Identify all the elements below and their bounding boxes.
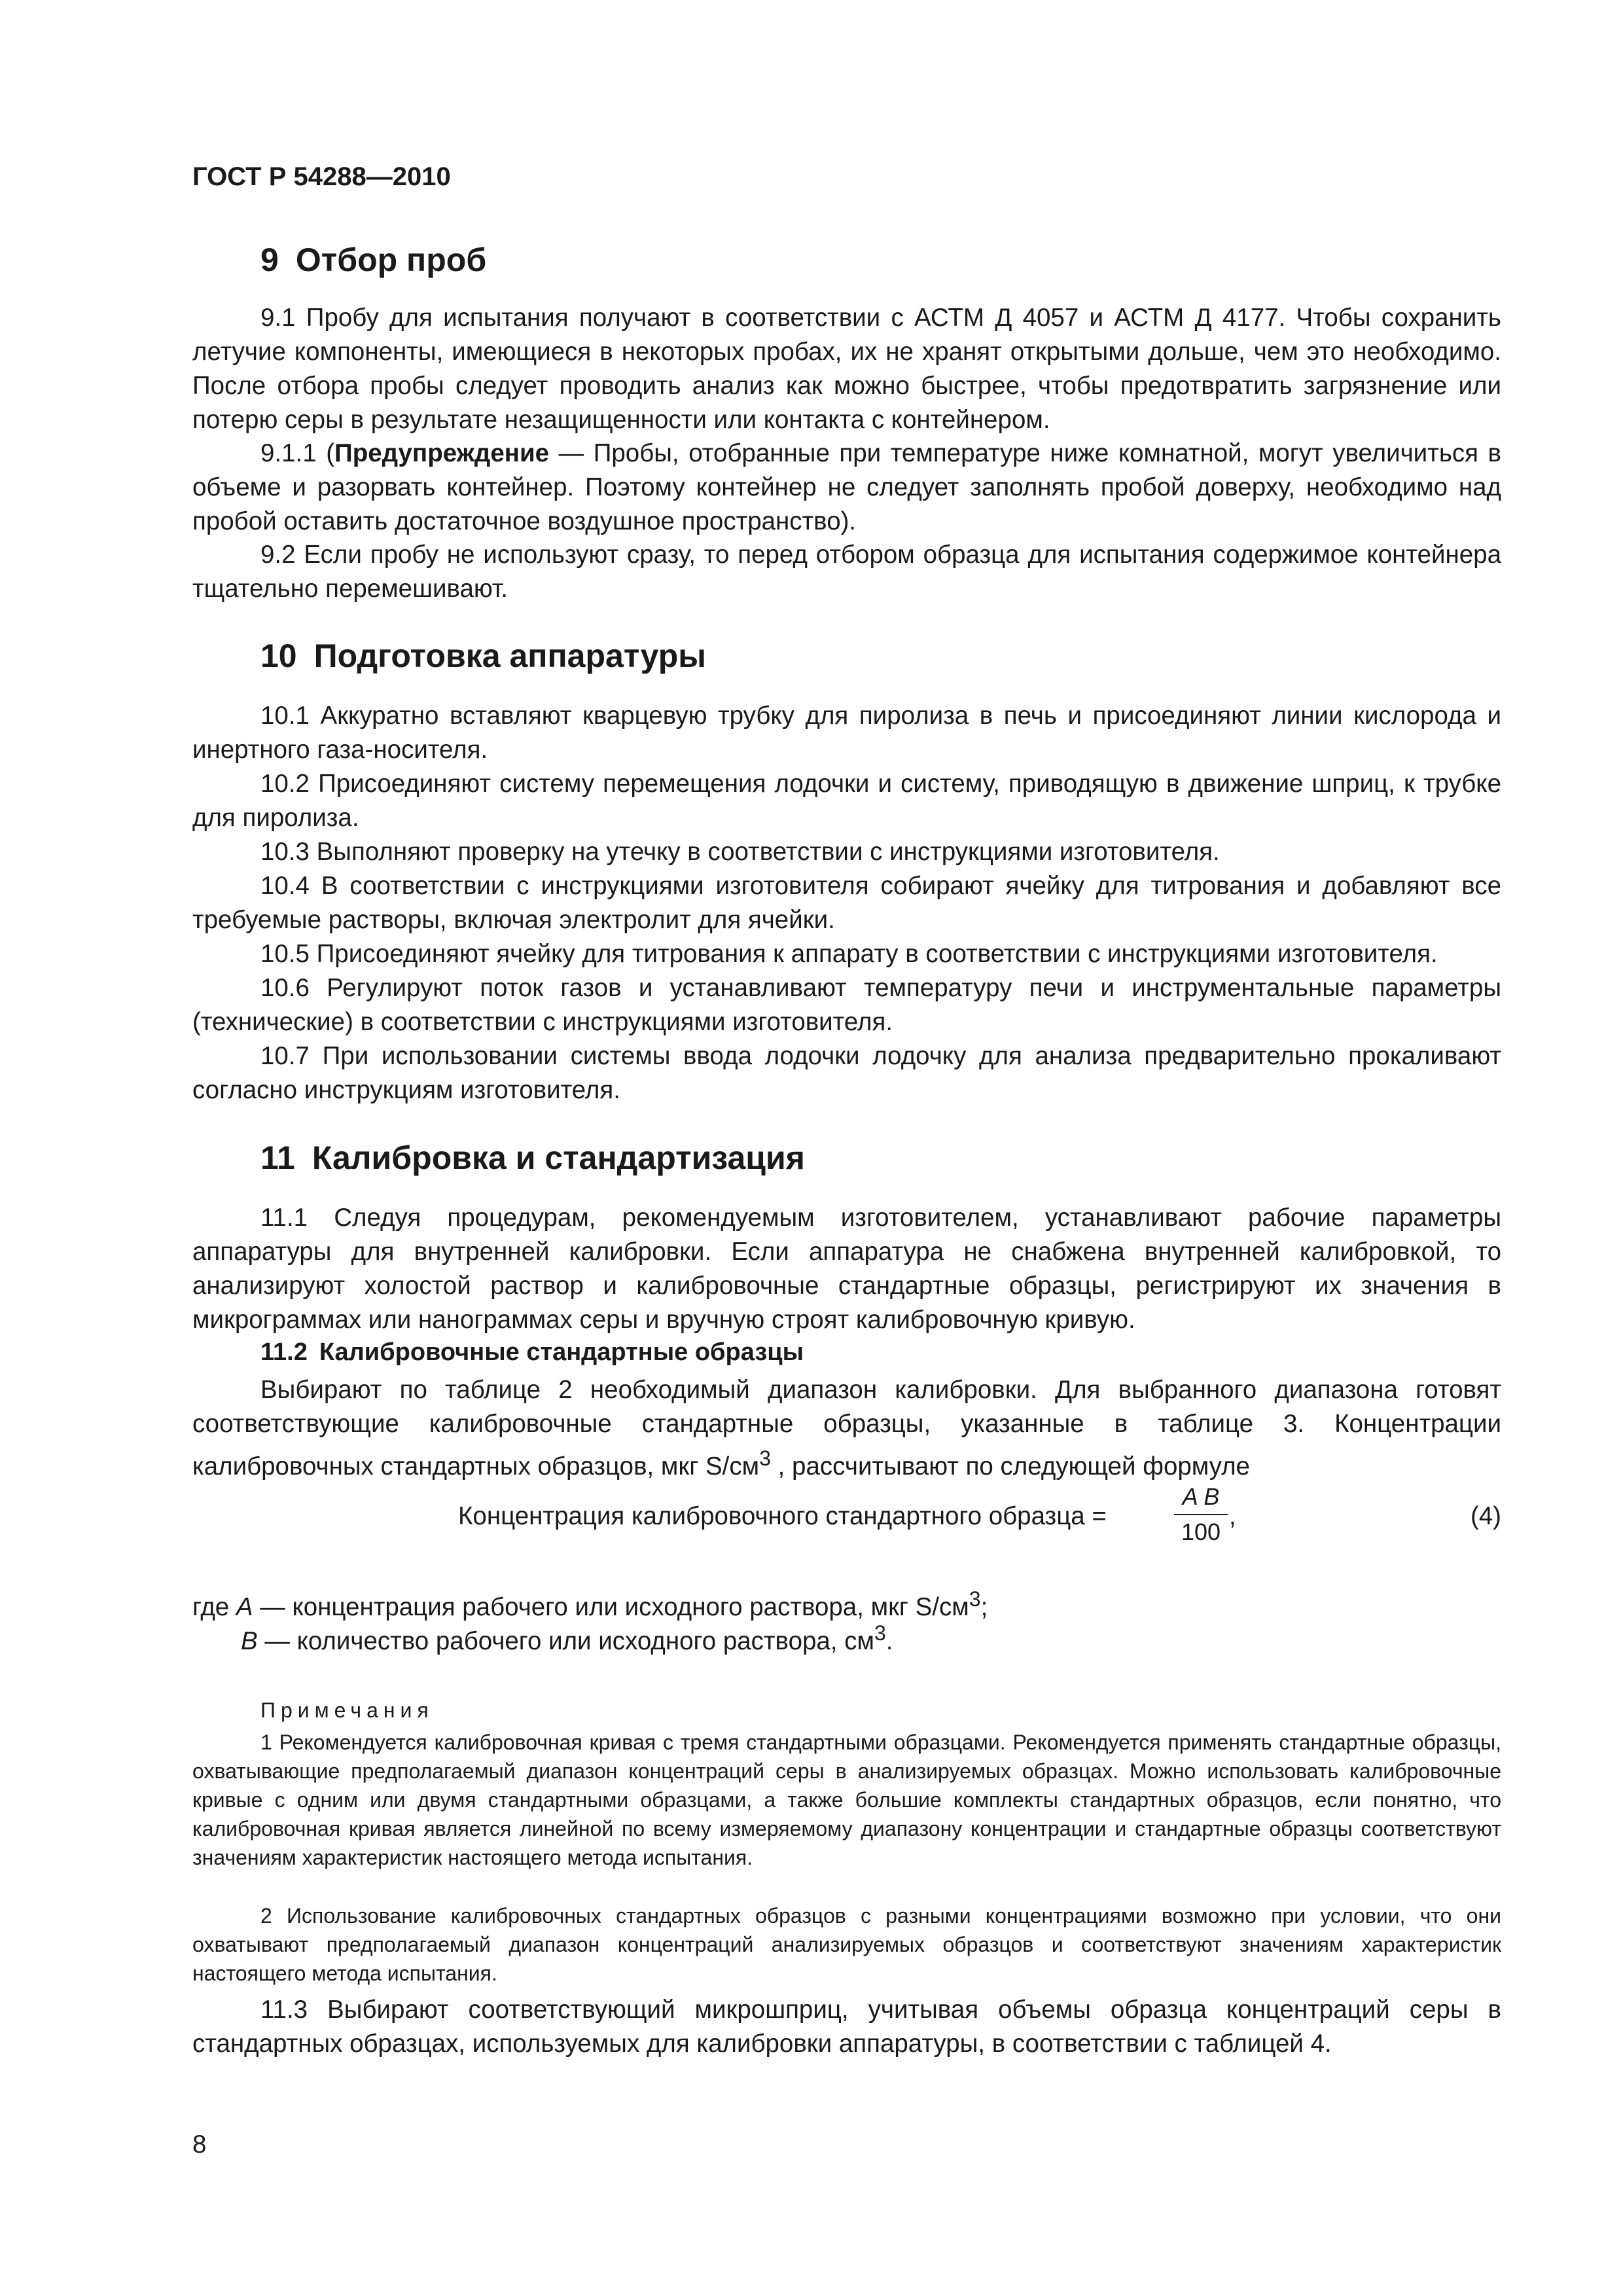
section-title: Калибровочные стандартные образцы bbox=[319, 1338, 804, 1366]
section-title: Калибровка и стандартизация bbox=[312, 1139, 805, 1176]
paragraph-10-6: 10.6 Регулируют поток газов и устанавливают температуру печи и инструментальные параметры (технические) в соответствии с инструкциями изготовителя. bbox=[192, 974, 1501, 1036]
section-title: Подготовка аппаратуры bbox=[313, 637, 706, 674]
section-10-heading bbox=[260, 637, 706, 675]
paragraph-11-2: Выбирают по таблице 2 необходимый диапазон калибровки. Для выбранного диапазона готовят соответствующие калибровочные стандартные образцы, указанные в таблице 3. Концентрации калибровочных стандартных образцов, мкг $S/см^3$ , рассчитывают по следующей формуле bbox=[192, 1376, 1501, 1480]
fraction-bar bbox=[1174, 1514, 1228, 1515]
document-header: ГОСТ Р 54288—2010 bbox=[192, 162, 451, 191]
paragraph-10-4: 10.4 В соответствии с инструкциями изготовителя собирают ячейку для титрования и добавляют все требуемые растворы, включая электролит для ячейки. bbox=[192, 872, 1501, 934]
formula-lhs: Концентрация калибровочного стандартного образца = bbox=[458, 1502, 1107, 1530]
paragraph-10-2: 10.2 Присоединяют систему перемещения лодочки и систему, приводящую в движение шприц, к трубке для пиролиза. bbox=[192, 770, 1501, 832]
section-9-heading bbox=[260, 241, 486, 279]
equation-number: (4) bbox=[1470, 1502, 1501, 1530]
page-number: 8 bbox=[192, 2130, 207, 2159]
paragraph-10-5: 10.5 Присоединяют ячейку для титрования к аппарату в соответствии с инструкциями изготовителя. bbox=[260, 940, 1438, 968]
paragraph-9-1: 9.1 Пробу для испытания получают в соответствии с АСТМ Д 4057 и АСТМ Д 4177. Чтобы сохранить летучие компоненты, имеющиеся в некоторых пробах, их не хранят открытыми дольше, чем это необходимо. После отбора пробы следует проводить анализ как можно быстрее, чтобы предотвратить загрязнение или потерю серы в результате незащищенности или контакта с контейнером. bbox=[192, 304, 1501, 434]
note-1: 1 Рекомендуется калибровочная кривая с тремя стандартными образцами. Рекомендуется применять стандартные образцы, охватывающие предполагаемый диапазон концентраций серы в анализируемых образцах. Можно использовать калибровочные кривые с одним или двумя стандартными образцами, а также большие комплекты стандартных образцов, если понятно, что калибровочная кривая является линейной по всему измеряемому диапазону концентрации и стандартные образцы соответствуют значениям характеристик настоящего метода испытания. bbox=[192, 1731, 1501, 1869]
paragraph-10-3: 10.3 Выполняют проверку на утечку в соответствии с инструкциями изготовителя. bbox=[260, 838, 1220, 866]
where-a: где A — концентрация рабочего или исходного раствора, мкг $S/см^3$; bbox=[192, 1587, 988, 1621]
section-number: 9 bbox=[260, 242, 279, 278]
formula-denominator: 100 bbox=[1181, 1518, 1221, 1545]
paragraph-11-1: 11.1 Следуя процедурам, рекомендуемым изготовителем, устанавливают рабочие параметры аппаратуры для внутренней калибровки. Если аппаратура не снабжена внутренней калибровкой, то анализируют холостой раствор и калибровочные стандартные образцы, регистрируют их значения в микрограммах или нанограммах серы и вручную строят калибровочную кривую. bbox=[192, 1204, 1501, 1334]
section-number: 11 bbox=[260, 1139, 295, 1176]
notes-title: Примечания bbox=[260, 1698, 434, 1722]
section-number: 11.2 bbox=[260, 1338, 308, 1366]
where-b: B — количество рабочего или исходного раствора, $см^3$. bbox=[241, 1621, 893, 1655]
paragraph-10-7: 10.7 При использовании системы ввода лодочки лодочку для анализа предварительно прокаливают согласно инструкциям изготовителя. bbox=[192, 1042, 1501, 1104]
section-11-heading bbox=[260, 1139, 805, 1177]
paragraph-10-1: 10.1 Аккуратно вставляют кварцевую трубку для пиролиза в печь и присоединяют линии кислорода и инертного газа-носителя. bbox=[192, 702, 1501, 764]
warning-label: Предупреждение bbox=[334, 439, 550, 467]
formula-4: Концентрация калибровочного стандартного образца = A B 100 , (4) bbox=[458, 1496, 1501, 1581]
paragraph-9-2: 9.2 Если пробу не используют сразу, то перед отбором образца для испытания содержимое контейнера тщательно перемешивают. bbox=[192, 541, 1501, 603]
paragraph-9-1-1: 9.1.1 (Предупреждение — Пробы, отобранные при температуре ниже комнатной, могут увеличиться в объеме и разорвать контейнер. Поэтому контейнер не следует заполнять пробой доверху, необходимо над пробой оставить достаточное воздушное пространство). bbox=[192, 439, 1501, 535]
subsection-11-2-heading bbox=[260, 1338, 804, 1367]
formula-numerator: A B bbox=[1182, 1483, 1220, 1510]
paragraph-11-3: 11.3 Выбирают соответствующий микрошприц, учитывая объемы образца концентраций серы в стандартных образцах, используемых для калибровки аппаратуры, в соответствии с таблицей 4. bbox=[192, 1996, 1501, 2058]
section-number: 10 bbox=[260, 637, 297, 674]
section-title: Отбор проб bbox=[295, 242, 487, 278]
note-2: 2 Использование калибровочных стандартных образцов с разными концентрациями возможно при условии, что они охватывают предполагаемый диапазон концентраций анализируемых образцов и соответствуют значениям характеристик настоящего метода испытания. bbox=[192, 1904, 1501, 1985]
formula-fraction bbox=[1171, 1481, 1230, 1548]
